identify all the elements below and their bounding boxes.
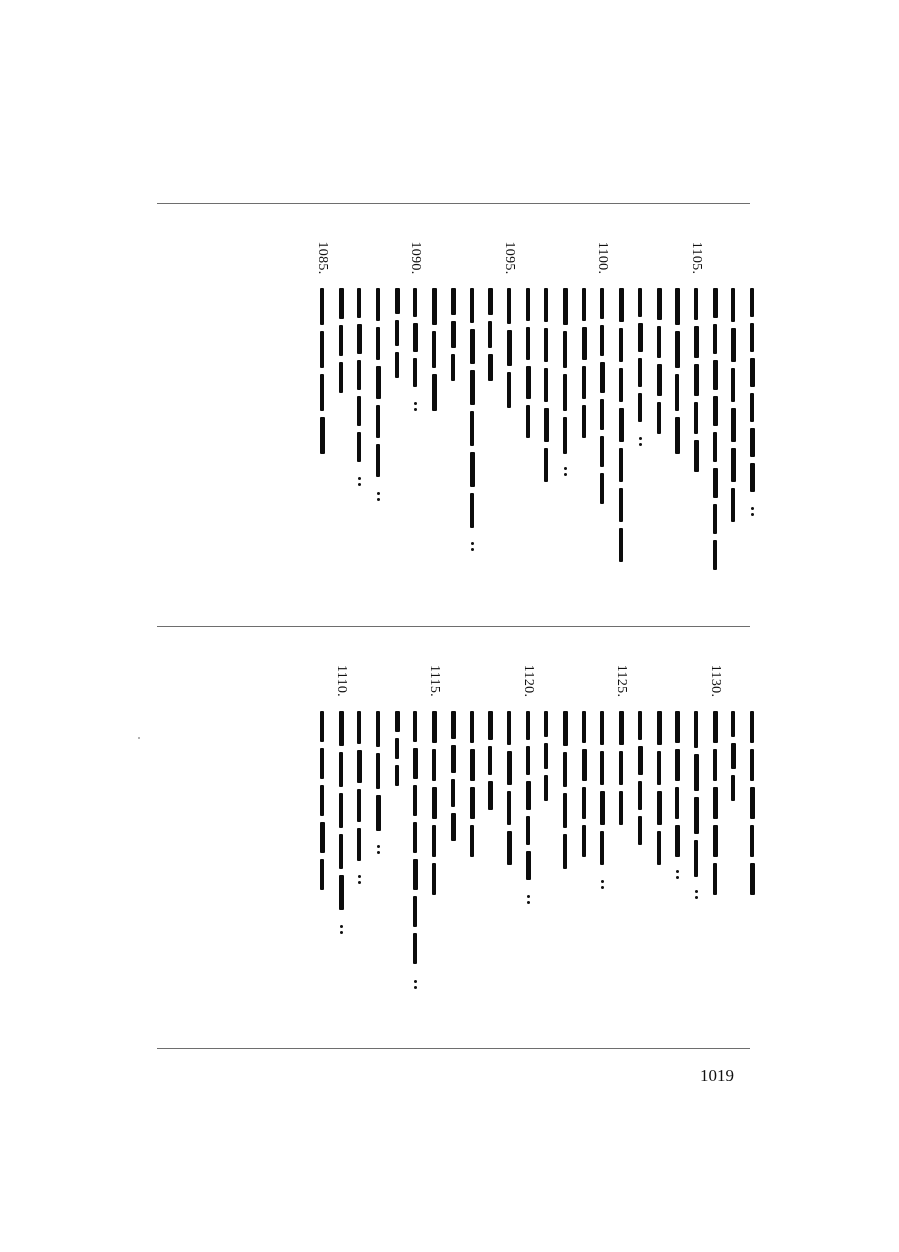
verse-line bbox=[464, 655, 480, 1035]
verse-line bbox=[370, 655, 386, 1035]
verse-line bbox=[744, 655, 760, 1035]
line-number bbox=[744, 236, 760, 280]
verse-line bbox=[725, 232, 741, 612]
verse-line bbox=[725, 655, 741, 1035]
vertical-script-text bbox=[540, 711, 552, 806]
line-number bbox=[613, 236, 629, 280]
line-number bbox=[744, 659, 760, 703]
line-number bbox=[576, 659, 592, 703]
verse-line bbox=[314, 232, 330, 612]
vertical-script-text bbox=[596, 288, 608, 508]
verse-line bbox=[557, 655, 573, 1035]
vertical-script-text bbox=[727, 711, 739, 806]
verse-line bbox=[426, 232, 442, 612]
verse-line bbox=[407, 655, 423, 1035]
verse-line bbox=[520, 655, 536, 1035]
line-number: 1090. bbox=[408, 241, 423, 275]
verse-line bbox=[351, 232, 367, 612]
verse-line bbox=[426, 655, 442, 1035]
vertical-script-text bbox=[559, 288, 571, 458]
vertical-script-text bbox=[522, 288, 534, 443]
verse-line bbox=[482, 655, 498, 1035]
vertical-script-text bbox=[503, 288, 515, 413]
vertical-script-text bbox=[634, 288, 646, 428]
vertical-script-text bbox=[391, 288, 403, 383]
vertical-script-text bbox=[372, 711, 384, 836]
line-number bbox=[445, 659, 461, 703]
vertical-script-text bbox=[466, 288, 478, 533]
line-number bbox=[557, 659, 573, 703]
verse-line bbox=[707, 232, 723, 612]
vertical-script-text bbox=[540, 288, 552, 488]
line-number bbox=[688, 659, 704, 703]
line-number bbox=[557, 236, 573, 280]
verse-end-mark bbox=[411, 977, 419, 992]
vertical-script-text bbox=[690, 711, 702, 881]
vertical-script-text bbox=[746, 711, 758, 901]
line-number: 1130. bbox=[708, 664, 723, 698]
vertical-script-text bbox=[428, 288, 440, 418]
top-rule bbox=[157, 203, 750, 204]
vertical-script-text bbox=[353, 711, 365, 866]
vertical-script-text bbox=[503, 711, 515, 871]
line-number bbox=[632, 236, 648, 280]
vertical-script-text bbox=[335, 711, 347, 916]
verse-end-mark bbox=[355, 872, 363, 887]
line-number bbox=[314, 659, 330, 703]
line-number bbox=[520, 236, 536, 280]
line-number bbox=[351, 659, 367, 703]
line-number bbox=[482, 659, 498, 703]
vertical-script-text bbox=[653, 288, 665, 438]
verse-line bbox=[520, 232, 536, 612]
verse-line bbox=[632, 655, 648, 1035]
line-number: 1120. bbox=[521, 664, 536, 698]
page-number: 1019 bbox=[700, 1066, 734, 1085]
line-number bbox=[538, 236, 554, 280]
vertical-script-text bbox=[372, 288, 384, 483]
verse-line bbox=[445, 232, 461, 612]
line-number bbox=[651, 659, 667, 703]
verse-line bbox=[333, 655, 349, 1035]
vertical-script-text bbox=[316, 288, 328, 458]
line-number bbox=[594, 659, 610, 703]
verse-line bbox=[314, 655, 330, 1035]
line-number bbox=[482, 236, 498, 280]
line-number bbox=[669, 236, 685, 280]
vertical-script-text bbox=[409, 711, 421, 971]
line-number bbox=[426, 236, 442, 280]
verse-line bbox=[501, 232, 517, 612]
verse-line bbox=[576, 655, 592, 1035]
vertical-script-text bbox=[409, 288, 421, 393]
verse-line bbox=[538, 232, 554, 612]
vertical-script-text bbox=[353, 288, 365, 468]
verse-end-mark bbox=[468, 539, 476, 554]
verse-line bbox=[613, 655, 629, 1035]
verse-line bbox=[445, 655, 461, 1035]
verse-line bbox=[389, 232, 405, 612]
line-number bbox=[445, 236, 461, 280]
verse-line bbox=[613, 232, 629, 612]
vertical-script-text bbox=[671, 711, 683, 861]
vertical-script-text bbox=[690, 288, 702, 478]
verse-end-mark bbox=[673, 867, 681, 882]
vertical-script-text bbox=[709, 288, 721, 573]
bottom-rule bbox=[157, 1048, 750, 1049]
verse-line bbox=[389, 655, 405, 1035]
verse-line bbox=[482, 232, 498, 612]
verse-line bbox=[688, 232, 704, 612]
verse-line bbox=[576, 232, 592, 612]
line-number: 1095. bbox=[502, 241, 517, 275]
verse-line bbox=[370, 232, 386, 612]
vertical-script-text bbox=[671, 288, 683, 458]
verse-line bbox=[688, 655, 704, 1035]
verse-end-mark bbox=[748, 504, 756, 519]
line-number: 1125. bbox=[614, 664, 629, 698]
line-number bbox=[651, 236, 667, 280]
verse-end-mark bbox=[355, 474, 363, 489]
line-number bbox=[725, 659, 741, 703]
verse-end-mark bbox=[561, 464, 569, 479]
verse-line bbox=[594, 232, 610, 612]
verse-end-mark bbox=[598, 877, 606, 892]
verse-line bbox=[464, 232, 480, 612]
vertical-script-text bbox=[447, 711, 459, 846]
line-number bbox=[707, 236, 723, 280]
vertical-script-text bbox=[484, 288, 496, 388]
line-number bbox=[464, 659, 480, 703]
vertical-script-text bbox=[559, 711, 571, 876]
line-number bbox=[725, 236, 741, 280]
verse-end-mark bbox=[374, 489, 382, 504]
line-number bbox=[632, 659, 648, 703]
verse-line bbox=[351, 655, 367, 1035]
verse-end-mark bbox=[411, 399, 419, 414]
line-number: 1100. bbox=[595, 241, 610, 275]
vertical-script-text bbox=[727, 288, 739, 528]
vertical-script-text bbox=[428, 711, 440, 901]
vertical-script-text bbox=[709, 711, 721, 901]
line-number bbox=[351, 236, 367, 280]
vertical-script-text bbox=[615, 711, 627, 831]
verse-end-mark bbox=[636, 434, 644, 449]
verse-line bbox=[669, 655, 685, 1035]
line-number bbox=[464, 236, 480, 280]
vertical-script-text bbox=[335, 288, 347, 398]
line-number bbox=[333, 236, 349, 280]
verse-line bbox=[632, 232, 648, 612]
verse-line bbox=[501, 655, 517, 1035]
vertical-script-text bbox=[316, 711, 328, 896]
verse-panel-lower bbox=[157, 655, 750, 1035]
vertical-script-text bbox=[447, 288, 459, 388]
vertical-script-text bbox=[653, 711, 665, 871]
line-number bbox=[501, 659, 517, 703]
middle-rule bbox=[157, 626, 750, 627]
verse-line bbox=[651, 232, 667, 612]
verse-end-mark bbox=[524, 892, 532, 907]
vertical-script-text bbox=[578, 711, 590, 861]
line-number: 1105. bbox=[689, 241, 704, 275]
line-number bbox=[669, 659, 685, 703]
line-number bbox=[370, 659, 386, 703]
verse-line bbox=[707, 655, 723, 1035]
line-number bbox=[370, 236, 386, 280]
line-number: 1110. bbox=[334, 665, 349, 697]
line-number bbox=[407, 659, 423, 703]
verse-line bbox=[651, 655, 667, 1035]
line-number bbox=[576, 236, 592, 280]
verse-line bbox=[594, 655, 610, 1035]
verse-line bbox=[744, 232, 760, 612]
vertical-script-text bbox=[522, 711, 534, 886]
verse-line bbox=[407, 232, 423, 612]
verse-end-mark bbox=[374, 842, 382, 857]
verse-panel-upper bbox=[157, 232, 750, 612]
verse-line bbox=[557, 232, 573, 612]
vertical-script-text bbox=[391, 711, 403, 791]
line-number bbox=[538, 659, 554, 703]
vertical-script-text bbox=[634, 711, 646, 851]
verse-line bbox=[538, 655, 554, 1035]
vertical-script-text bbox=[596, 711, 608, 871]
vertical-script-text bbox=[578, 288, 590, 443]
verse-end-mark bbox=[337, 922, 345, 937]
line-number: 1115. bbox=[427, 665, 442, 697]
line-number bbox=[389, 659, 405, 703]
vertical-script-text bbox=[746, 288, 758, 498]
verse-line bbox=[669, 232, 685, 612]
vertical-script-text bbox=[484, 711, 496, 816]
verse-line bbox=[333, 232, 349, 612]
verse-end-mark bbox=[692, 887, 700, 902]
vertical-script-text bbox=[615, 288, 627, 568]
line-number: 1085. bbox=[315, 241, 330, 275]
line-number bbox=[389, 236, 405, 280]
vertical-script-text bbox=[466, 711, 478, 861]
print-speck bbox=[138, 737, 140, 739]
